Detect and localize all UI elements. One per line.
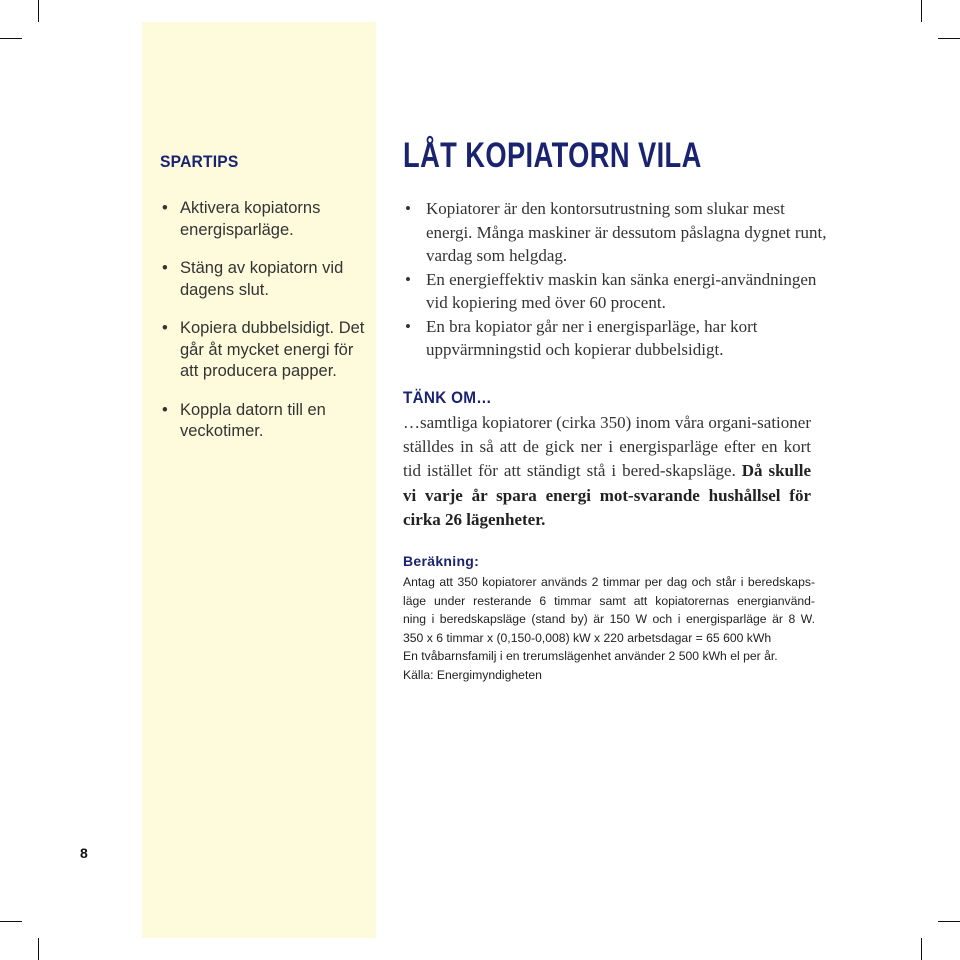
bullet-icon: • bbox=[405, 269, 411, 289]
calculation-line: En tvåbarnsfamilj i en trerumslägenhet använder 2 500 kWh el per år. bbox=[403, 649, 778, 664]
tip-text: Kopiera dubbelsidigt. Det går åt mycket energi för att producera papper. bbox=[180, 319, 365, 380]
bullet-text: Kopiatorer är den kontorsutrustning som slukar mest energi. Många maskiner är dessutom påslagna dygnet runt, vardag som helgdag. bbox=[426, 199, 827, 265]
crop-mark bbox=[921, 938, 922, 960]
bullet-icon: • bbox=[405, 199, 411, 218]
calculation-line: ning i beredskapsläge (stand by) är 150 W och i energisparläge är 8 W. bbox=[403, 612, 815, 627]
list-item bbox=[160, 318, 370, 383]
bullet-icon: • bbox=[405, 316, 411, 336]
crop-mark bbox=[938, 38, 960, 39]
crop-mark bbox=[938, 921, 960, 922]
page-title: LÅT KOPIATORN VILA bbox=[403, 136, 702, 175]
calculation-line: läge under resterande 6 timmar samt att kopiatorernas energianvänd- bbox=[403, 593, 815, 608]
think-conclusion: Då skulle vi varje år spara energi mot-svarande hushållsel för cirka 26 lägenheter. bbox=[403, 461, 811, 529]
crop-mark bbox=[38, 0, 39, 22]
bullet-list bbox=[403, 197, 833, 362]
tip-text: Aktivera kopiatorns energisparläge. bbox=[180, 199, 321, 239]
page-number: 8 bbox=[80, 845, 88, 861]
list-item bbox=[403, 315, 833, 362]
list-item bbox=[160, 198, 370, 241]
source-line: Källa: Energimyndigheten bbox=[403, 667, 542, 682]
list-item bbox=[160, 400, 370, 443]
tip-text: Stäng av kopiatorn vid dagens slut. bbox=[180, 259, 344, 299]
bullet-text: En energieffektiv maskin kan sänka energi-användningen vid kopiering med över 60 procent. bbox=[426, 269, 817, 312]
crop-mark bbox=[921, 0, 922, 22]
tips-list bbox=[160, 198, 370, 460]
calculation-text bbox=[403, 573, 815, 685]
list-item bbox=[403, 197, 833, 268]
list-item bbox=[160, 258, 370, 301]
crop-mark bbox=[0, 38, 22, 39]
think-heading: TÄNK OM… bbox=[403, 388, 492, 407]
crop-mark bbox=[38, 938, 39, 960]
list-item bbox=[403, 268, 833, 315]
tip-text: Koppla datorn till en veckotimer. bbox=[180, 400, 326, 440]
think-text: …samtliga kopiatorer (cirka 350) inom våra organi-sationer ställdes in så att de gick ner i energisparläge efter en kort tid istället för att ständigt stå i bered-skapsläge. bbox=[403, 413, 811, 481]
calculation-line: 350 x 6 timmar x (0,150-0,008) kW x 220 arbetsdagar = 65 600 kWh bbox=[403, 630, 772, 645]
sidebar-title: SPARTIPS bbox=[160, 152, 239, 171]
bullet-icon: • bbox=[162, 199, 168, 217]
bullet-icon: • bbox=[162, 400, 168, 419]
calculation-line: Antag att 350 kopiatorer används 2 timmar per dag och står i beredskaps- bbox=[403, 575, 815, 589]
crop-mark bbox=[0, 921, 22, 922]
think-paragraph bbox=[403, 411, 811, 532]
bullet-text: En bra kopiator går ner i energisparläge, har kort uppvärmningstid och kopierar dubbelsidigt. bbox=[426, 316, 758, 359]
bullet-icon: • bbox=[162, 259, 168, 277]
calculation-heading: Beräkning: bbox=[403, 553, 480, 569]
bullet-icon: • bbox=[162, 319, 168, 337]
